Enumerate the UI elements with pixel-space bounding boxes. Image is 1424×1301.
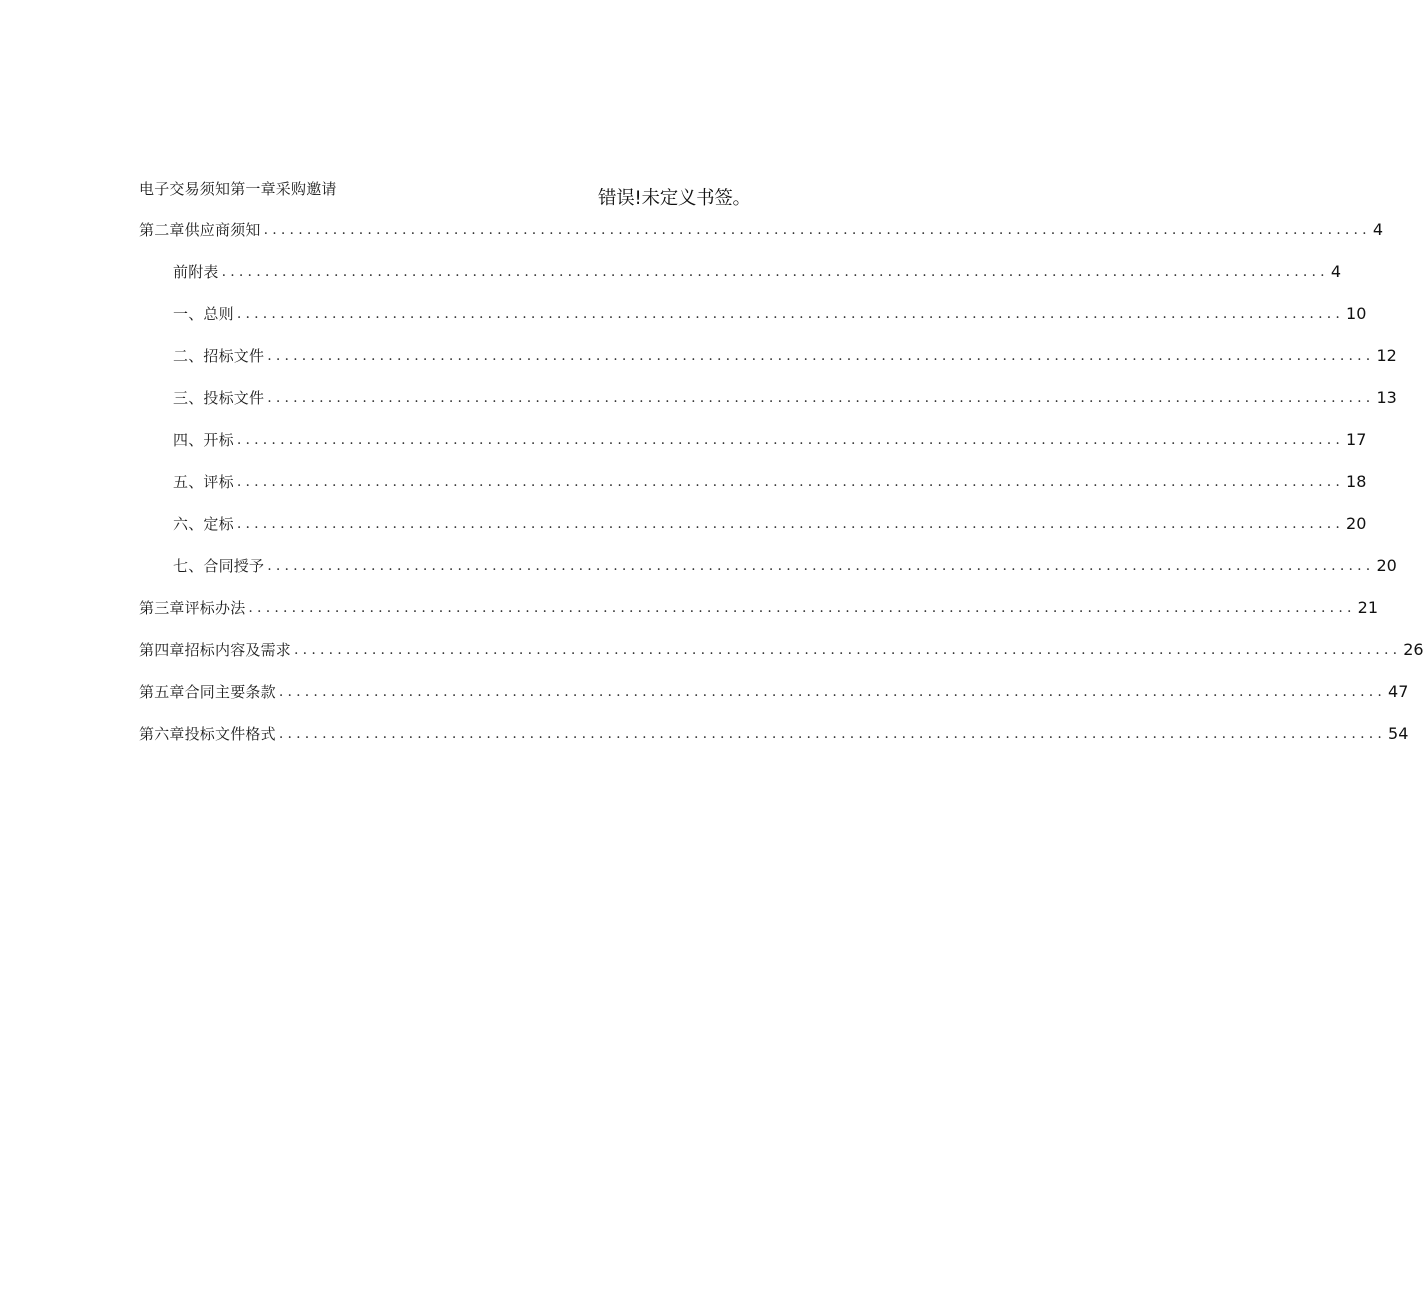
toc-entry[interactable] — [173, 554, 1397, 578]
toc-entry-label: 第四章招标内容及需求 — [139, 641, 292, 659]
toc-leader-dots: ................................................................................................................................ — [248, 600, 1356, 616]
toc-entry-page: 13 — [1376, 388, 1397, 407]
toc-leader-dots: ................................................................................................................................ — [267, 390, 1375, 406]
toc-entry-page: 4 — [1372, 220, 1384, 239]
toc-entry-page: 54 — [1388, 724, 1409, 743]
toc-entry-label: 七、合同授予 — [173, 557, 265, 575]
toc-entry[interactable] — [139, 638, 1424, 662]
toc-leader-dots: ................................................................................................................................ — [294, 642, 1402, 658]
toc-entry-page: 17 — [1346, 430, 1367, 449]
toc-leader-dots: ................................................................................................................................ — [221, 264, 1329, 280]
toc-entry-page: 12 — [1376, 346, 1397, 365]
toc-entry-label: 六、定标 — [173, 515, 234, 533]
toc-entry-page: 47 — [1388, 682, 1409, 701]
toc-entry[interactable] — [173, 344, 1397, 368]
toc-entry-label: 第三章评标办法 — [139, 599, 246, 617]
toc-leader-dots: ................................................................................................................................ — [236, 516, 1345, 532]
toc-entry[interactable] — [139, 218, 1384, 242]
toc-entry-page: 10 — [1346, 304, 1367, 323]
toc-entry-label: 二、招标文件 — [173, 347, 265, 365]
toc-entry-page: 4 — [1330, 262, 1342, 281]
toc-entry[interactable] — [139, 722, 1409, 746]
toc-entry-label: 五、评标 — [173, 473, 234, 491]
toc-entry-label: 第二章供应商须知 — [139, 221, 261, 239]
toc-leader-dots: ................................................................................................................................ — [267, 558, 1375, 574]
toc-entry-page: 26 — [1403, 640, 1424, 659]
toc-entry-page: 20 — [1346, 514, 1367, 533]
toc-leader-dots: ................................................................................................................................ — [278, 726, 1387, 742]
toc-entry-page: 20 — [1376, 556, 1397, 575]
toc-entry[interactable] — [139, 680, 1409, 704]
toc-entry-label: 四、开标 — [173, 431, 234, 449]
toc-entry[interactable] — [173, 260, 1342, 284]
toc-entry-label: 前附表 — [173, 263, 219, 281]
toc-leader-dots: ................................................................................................................................ — [236, 432, 1345, 448]
toc-leader-dots: ................................................................................................................................ — [278, 684, 1387, 700]
toc-entry-label: 一、总则 — [173, 305, 234, 323]
toc-entry[interactable] — [173, 470, 1367, 494]
toc-entry-page: 18 — [1346, 472, 1367, 491]
toc-entry[interactable] — [173, 512, 1367, 536]
toc-entry-label: 第五章合同主要条款 — [139, 683, 276, 701]
toc-entry[interactable] — [173, 428, 1367, 452]
toc-entry-page: 21 — [1357, 598, 1378, 617]
toc-leader-dots: ................................................................................................................................ — [236, 306, 1345, 322]
toc-entry[interactable] — [173, 386, 1397, 410]
toc-first-title: 电子交易须知第一章采购邀请 — [139, 180, 337, 198]
toc-bookmark-error: 错误!未定义书签。 — [598, 188, 751, 209]
toc-leader-dots: ................................................................................................................................ — [236, 474, 1345, 490]
toc-leader-dots: ................................................................................................................................ — [263, 222, 1371, 238]
toc-leader-dots: ................................................................................................................................ — [267, 348, 1375, 364]
toc-entry[interactable] — [139, 596, 1378, 620]
toc-entry-label: 三、投标文件 — [173, 389, 265, 407]
toc-entry[interactable] — [173, 302, 1367, 326]
toc-entry-label: 第六章投标文件格式 — [139, 725, 276, 743]
